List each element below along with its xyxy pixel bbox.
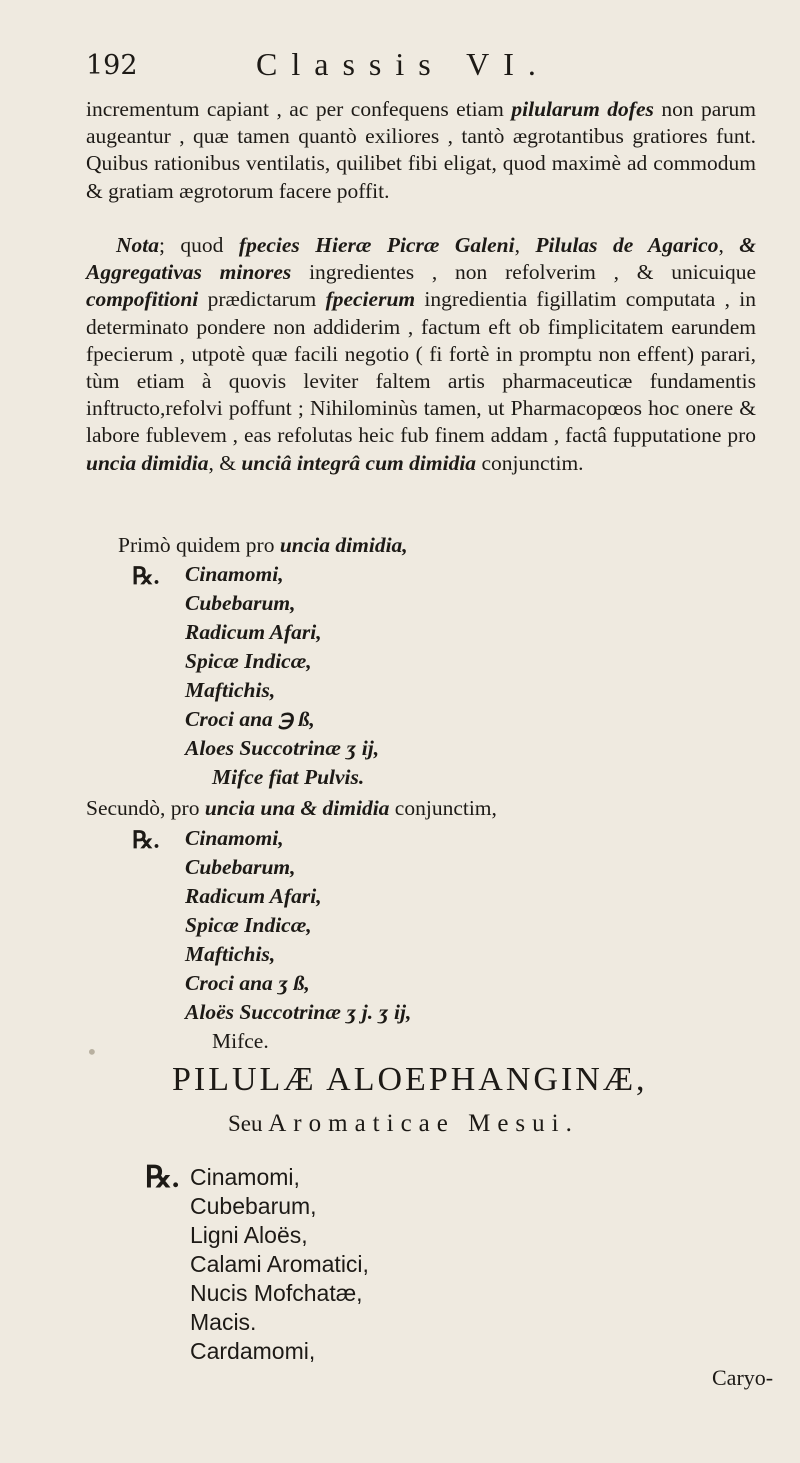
recipe1-item: Cinamomi, [185,562,284,586]
pilulae-item: Calami Aromatici, [190,1251,369,1277]
nota-paragraph [86,232,756,477]
catchword: Caryo- [712,1365,774,1390]
recipe1-item: Cubebarum, [185,591,296,615]
recipe2-item: Radicum Afari, [185,884,322,908]
recipe1-item: Mifce fiat Pulvis. [212,765,365,789]
intro-text-2: non parum augeantur , quæ tamen quantò exiliores , tantò ægrotantibus gratiores funt. Quibus rationibus ventilatis, quilibet fibi eligat, quod maximè ad commodum & gratiam ægrotorum facere poffit. [86,97,756,203]
pilulae-item: Macis. [190,1309,257,1335]
pilulae-item: Nucis Mofchatæ, [190,1280,363,1306]
pilulae-rx-symbol: ℞. [145,1161,180,1194]
recipe1-item: Maftichis, [185,678,276,702]
pilulae-item: Cardamomi, [190,1338,316,1364]
recipe2-rx-symbol: ℞. [132,828,160,854]
nota-label: Nota [116,233,159,257]
recipe2-intro [86,796,497,821]
nota-text: , & [208,450,242,475]
nota-text: conjunctim. [476,450,584,475]
pilulae-item: Cinamomi, [190,1164,300,1190]
recipe1-item: Spicæ Indicæ, [185,649,312,673]
section-subtitle [228,1110,579,1138]
intro-pilularum: pilularum dofes [511,97,654,121]
subtitle-seu: Seu [228,1111,269,1136]
recipe1-rx-symbol: ℞. [132,564,160,590]
recipe1-intro-text: Primò quidem pro [118,533,280,557]
nota-text: ingredientia figillatim computata , in determinato pondere non addiderim , factum eft ob fimplicitatem earundem fpecierum , utpotè quæ facili negotio ( fi fortè in promptu non effent) parari, tùm etiam à quovis leviter faltem artis pharmaceuticæ fundamentis inftructo,refolvi poffunt ; Nihilominùs tamen, ut Pharmacopœos hoc onere & labore fublevem , eas refolutas heic fub finem addam , factâ fupputatione pro [86,287,756,448]
nota-text: , [514,233,536,257]
page-number: 192 [86,50,138,81]
recipe2-intro-end: conjunctim, [389,796,497,820]
recipe2-item: Cubebarum, [185,855,296,879]
recipe2-end: Mifce. [212,1029,269,1053]
nota-text: prædictarum [198,287,326,312]
page-header [86,46,746,96]
nota-aggregativas: Aggregativas minores [86,260,292,285]
nota-text: , [718,233,740,257]
recipe1-item: Radicum Afari, [185,620,322,644]
nota-uncia-integra: unciâ integrâ cum dimidia [241,450,477,475]
recipe1-item: Croci ana ℈ ß, [185,707,315,731]
pilulae-item: Cubebarum, [190,1193,317,1219]
recipe2-item: Aloës Succotrinæ ʒ j. ʒ ij, [185,1000,412,1024]
nota-species: fpecies Hieræ Picræ Galeni [238,233,515,257]
running-title: Classis VI. [256,46,550,82]
recipe2-intro-italic: uncia una & dimidia [204,796,390,820]
nota-specierum: fpecierum [325,287,416,312]
nota-pilulas: Pilulas de Agarico [535,233,719,257]
nota-text: ingredientes , non refolverim , & unicuique [291,260,756,285]
recipe1-item: Aloes Succotrinæ ʒ ij, [185,736,380,760]
recipe1-intro [118,533,408,558]
pilulae-item: Ligni Aloës, [190,1222,308,1248]
intro-text-1: incrementum capiant , ac per confequens etiam [86,97,512,121]
intro-paragraph [86,96,756,205]
section-title: PILULÆ ALOEPHANGINÆ, [172,1061,648,1098]
nota-et: & [739,233,757,257]
recipe2-intro-text: Secundò, pro [86,796,205,820]
nota-uncia-dimidia: uncia dimidia [86,450,209,475]
recipe2-item: Spicæ Indicæ, [185,913,312,937]
ink-dot: • [86,1040,98,1064]
recipe2-item: Cinamomi, [185,826,284,850]
recipe2-item: Croci ana ʒ ß, [185,971,310,995]
nota-compositioni: compofitioni [86,287,199,312]
recipe2-item: Maftichis, [185,942,276,966]
subtitle-name: Aromaticae Mesui. [268,1110,579,1137]
recipe1-intro-italic: uncia dimidia, [279,533,408,557]
nota-text: ; quod [159,233,239,257]
